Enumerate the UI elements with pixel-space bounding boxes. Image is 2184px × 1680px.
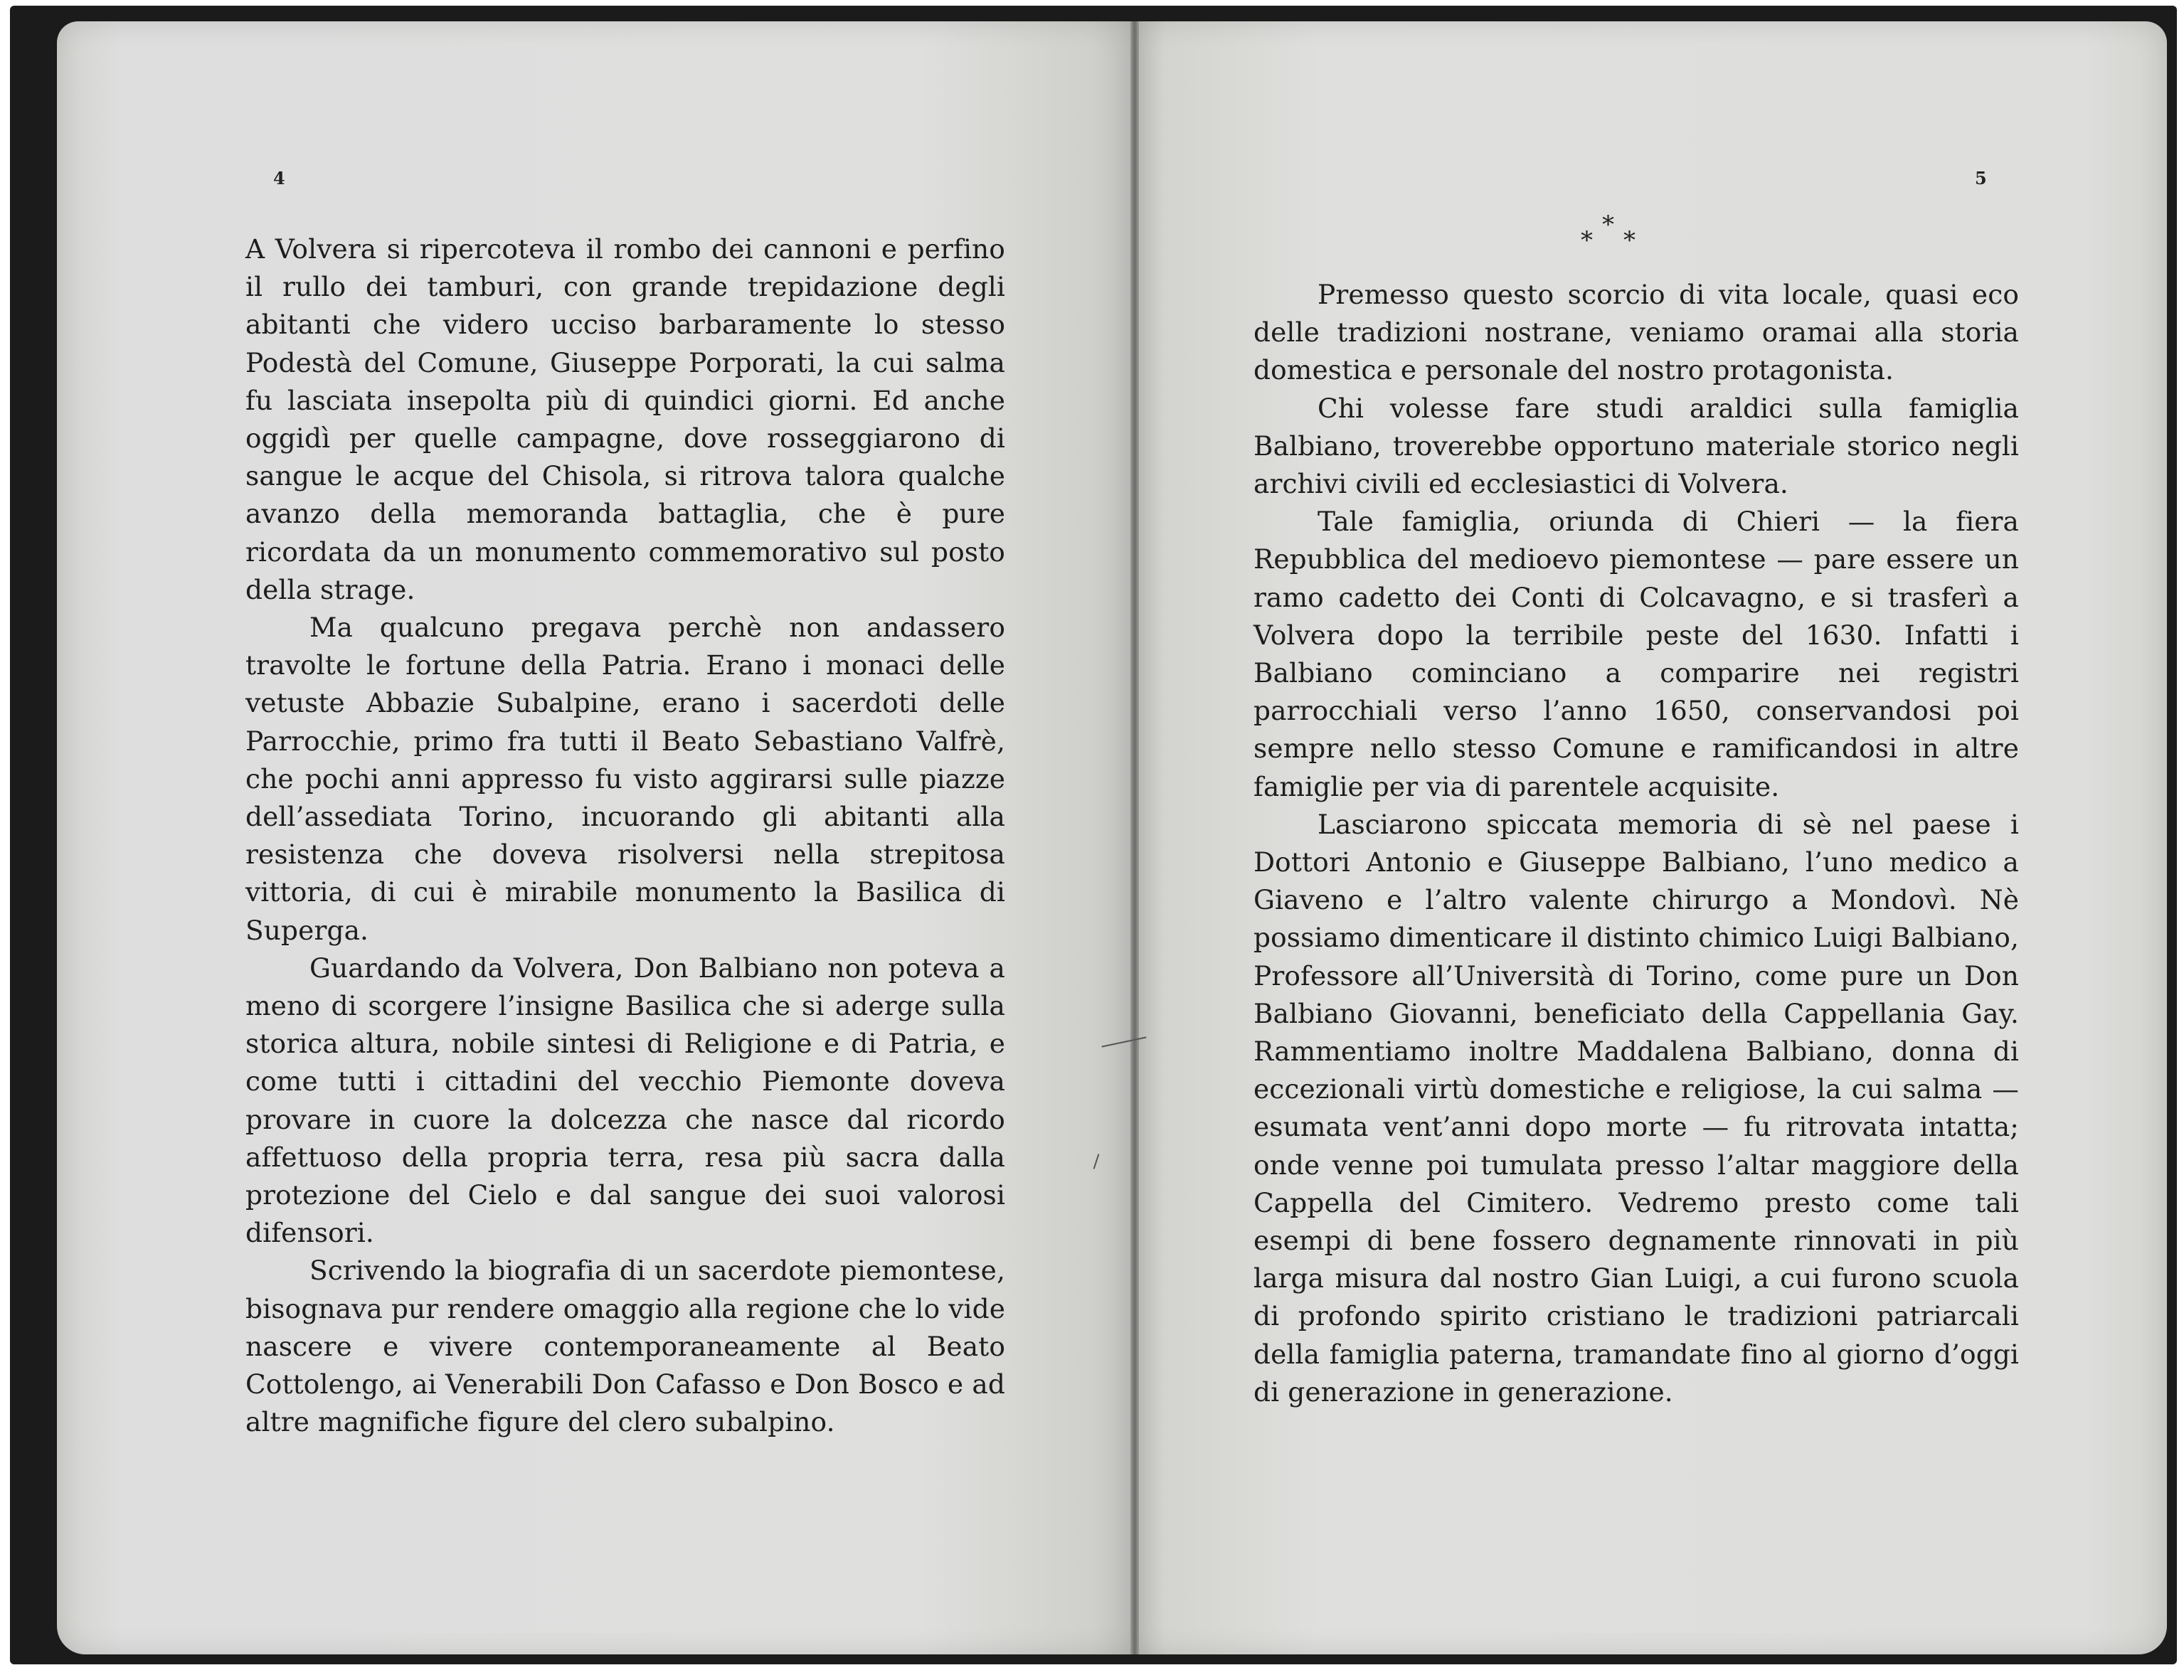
paragraph: Premesso questo scorcio di vita locale, quasi eco delle tradizioni nostrane, veniamo oramai alla storia domestica e personale del nostro protagonista.	[1253, 279, 2019, 386]
right-page-text	[1253, 276, 2019, 1411]
asterisk: *	[1623, 226, 1636, 255]
right-page-number: 5	[1975, 168, 1987, 188]
paragraph: A Volvera si ripercoteva il rombo dei cannoni e perfino il rullo dei tamburi, con grande trepidazione degli abitanti che videro ucciso barbaramente lo stesso Podestà del Comune, Giuseppe Porporati, la cui salma fu lasciata insepolta più di quindici giorni. Ed anche oggidì per quelle campagne, dove rosseggiarono di sangue le acque del Chisola, si ritrova talora qualche avanzo della memoranda battaglia, che è pure ricordata da un monumento commemorativo sul posto della strage.	[245, 233, 1005, 605]
paragraph: Ma qualcuno pregava perchè non andassero travolte le fortune della Patria. Erano i monaci delle vetuste Abbazie Subalpine, erano i sacerdoti delle Parrocchie, primo fra tutti il Beato Sebastiano Valfrè, che pochi anni appresso fu visto aggirarsi sulle piazze dell’assediata Torino, incuorando gli abitanti alla resistenza che doveva risolversi nella strepitosa vittoria, di cui è mirabile monumento la Basilica di Superga.	[245, 612, 1005, 946]
paragraph: Chi volesse fare studi araldici sulla famiglia Balbiano, troverebbe opportuno materiale storico negli archivi civili ed ecclesiastici di Volvera.	[1253, 392, 2019, 500]
left-page-text	[245, 230, 1005, 1442]
paragraph: Tale famiglia, oriunda di Chieri — la fiera Repubblica del medioevo piemontese — pare essere un ramo cadetto dei Conti di Colcavagno, e si trasferì a Volvera dopo la terribile peste del 1630. Infatti i Balbiano cominciano a comparire nei registri parrocchiali verso l’anno 1650, conservandosi poi sempre nello stesso Comune e ramificandosi in altre famiglie per via di parentele acquisite.	[1253, 506, 2019, 802]
section-asterism	[1581, 211, 1645, 253]
paragraph: Guardando da Volvera, Don Balbiano non poteva a meno di scorgere l’insigne Basilica che si aderge sulla storica altura, nobile sintesi di Religione e di Patria, e come tutti i cittadini del vecchio Piemonte doveva provare in cuore la dolcezza che nasce dal ricordo affettuoso della propria terra, resa più sacra dalla protezione del Cielo e dal sangue dei suoi valorosi difensori.	[245, 952, 1005, 1249]
left-page-number: 4	[273, 168, 285, 188]
paragraph: Scrivendo la biografia di un sacerdote piemontese, bisognava pur rendere omaggio alla regione che lo vide nascere e vivere contemporaneamente al Beato Cottolengo, ai Venerabili Don Cafasso e Don Bosco e ad altre magnifiche figure del clero subalpino.	[245, 1255, 1005, 1438]
asterisk: *	[1581, 226, 1593, 255]
asterisk: *	[1602, 211, 1614, 239]
book-gutter	[1130, 21, 1139, 1654]
paragraph: Lasciarono spiccata memoria di sè nel paese i Dottori Antonio e Giuseppe Balbiano, l’uno medico a Giaveno e l’altro valente chirurgo a Mondovì. Nè possiamo dimenticare il distinto chimico Luigi Balbiano, Professore all’Università di Torino, come pure un Don Balbiano Giovanni, beneficiato della Cappellania Gay. Rammentiamo inoltre Maddalena Balbiano, donna di eccezionali virtù domestiche e religiose, la cui salma — esumata vent’anni dopo morte — fu ritrovata intatta; onde venne poi tumulata presso l’altar maggiore della Cappella del Cimitero. Vedremo presto come tali esempi di bene fossero degnamente rinnovati in più larga misura dal nostro Gian Luigi, a cui furono scuola di profondo spirito cristiano le tradizioni patriarcali della famiglia paterna, tramandate fino al giorno d’oggi di generazione in generazione.	[1253, 808, 2019, 1408]
